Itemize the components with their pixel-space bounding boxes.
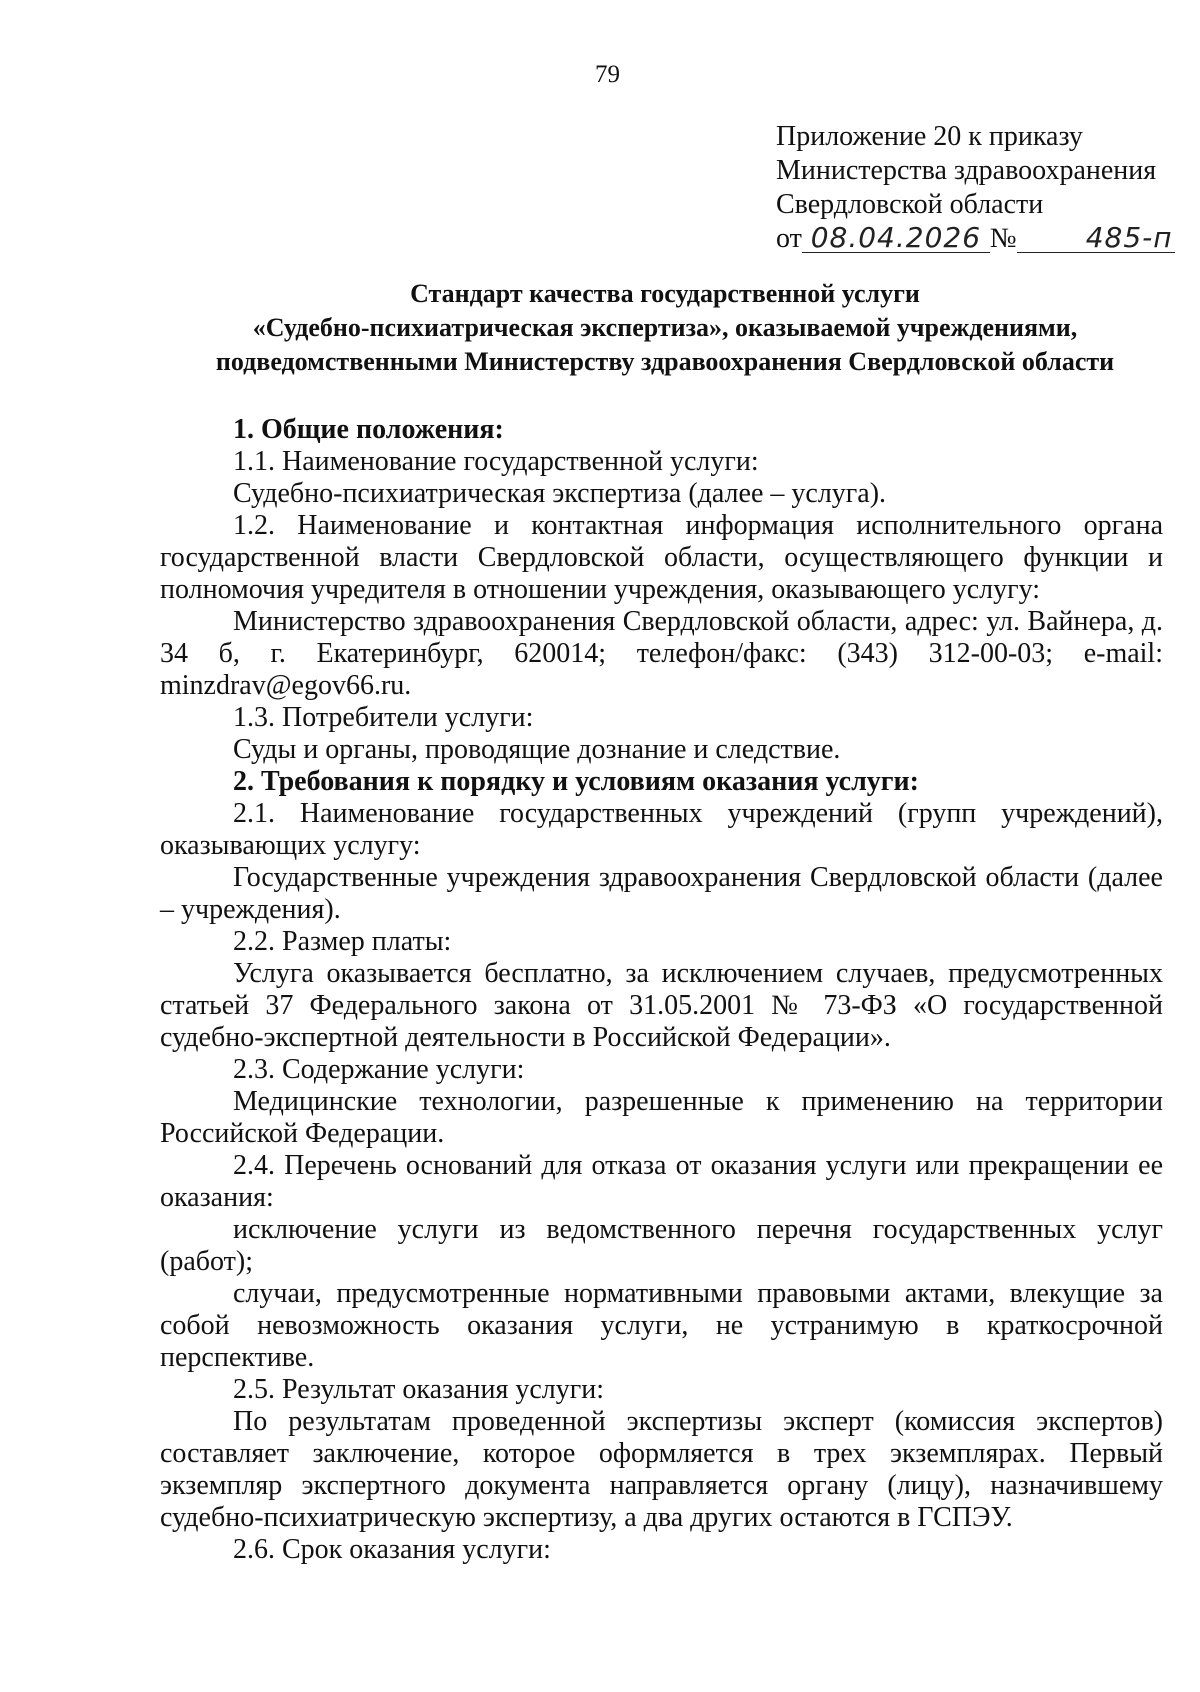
- title-line-3: подведомственными Министерству здравоохранения Свердловской области: [215, 347, 1115, 376]
- title-line-2: «Судебно-психиатрическая экспертиза», оказываемой учреждениями,: [252, 313, 1078, 342]
- handwritten-order-date: 08.04.2026: [802, 224, 990, 253]
- clause-2-3-label: 2.3. Содержание услуги:: [233, 1054, 525, 1085]
- number-label: №: [989, 223, 1017, 254]
- clause-1-1-text: Судебно-психиатрическая экспертиза (далее – услуга).: [233, 478, 887, 509]
- appendix-line-2: Министерства здравоохранения: [776, 155, 1157, 186]
- section-1-heading: 1. Общие положения:: [233, 414, 504, 445]
- appendix-line-3: Свердловской области: [776, 189, 1044, 220]
- clause-2-1-label: 2.1. Наименование государственных учреждений (групп учреждений), оказывающих услугу:: [160, 798, 1163, 861]
- page-number: 79: [595, 61, 620, 88]
- clause-1-1-label: 1.1. Наименование государственной услуги:: [233, 446, 759, 477]
- clause-1-2-label: 1.2. Наименование и контактная информация исполнительного органа государственной власти Свердловской области, осуществляющего функции и полномочия учредителя в отношении учреждения, оказывающего услугу:: [160, 510, 1163, 605]
- clause-2-5-label: 2.5. Результат оказания услуги:: [233, 1374, 604, 1405]
- appendix-line-1: Приложение 20 к приказу: [776, 121, 1083, 152]
- title-line-1: Стандарт качества государственной услуги: [410, 279, 920, 308]
- section-2-heading: 2. Требования к порядку и условиям оказания услуги:: [233, 766, 919, 797]
- clause-2-1-text: Государственные учреждения здравоохранения Свердловской области (далее – учреждения).: [160, 862, 1163, 925]
- clause-2-3-text: Медицинские технологии, разрешенные к применению на территории Российской Федерации.: [160, 1086, 1163, 1149]
- appendix-block: [776, 120, 1171, 256]
- clause-2-4-item-2: случаи, предусмотренные нормативными правовыми актами, влекущие за собой невозможность оказания услуги, не устранимую в краткосрочной перспективе.: [160, 1278, 1163, 1373]
- document-body: [160, 414, 1163, 1566]
- clause-2-5-text: По результатам проведенной экспертизы эксперт (комиссия экспертов) составляет заключение, которое оформляется в трех экземплярах. Первый экземпляр экспертного документа направляется органу (лицу), назначившему судебно-психиатрическую экспертизу, а два других остаются в ГСПЭУ.: [160, 1406, 1163, 1533]
- clause-2-6-label: 2.6. Срок оказания услуги:: [233, 1534, 551, 1565]
- order-reference: [776, 222, 1171, 256]
- document-title: [160, 277, 1170, 379]
- from-label: от: [776, 223, 802, 254]
- clause-2-2-label: 2.2. Размер платы:: [233, 926, 452, 957]
- clause-2-2-text: Услуга оказывается бесплатно, за исключением случаев, предусмотренных статьей 37 Федерального закона от 31.05.2001 № 73-ФЗ «О государственной судебно-экспертной деятельности в Российской Федерации».: [160, 958, 1163, 1053]
- clause-1-3-label: 1.3. Потребители услуги:: [233, 702, 534, 733]
- clause-2-4-item-1: исключение услуги из ведомственного перечня государственных услуг (работ);: [160, 1214, 1163, 1277]
- clause-1-2-text: Министерство здравоохранения Свердловской области, адрес: ул. Вайнера, д. 34 б, г. Екатеринбург, 620014; телефон/факс: (343) 312-00-03; e-mail: minzdrav@egov66.ru.: [160, 606, 1163, 701]
- clause-1-3-text: Суды и органы, проводящие дознание и следствие.: [233, 734, 841, 765]
- handwritten-order-number: 485-п: [1017, 224, 1175, 253]
- clause-2-4-label: 2.4. Перечень оснований для отказа от оказания услуги или прекращении ее оказания:: [160, 1150, 1163, 1213]
